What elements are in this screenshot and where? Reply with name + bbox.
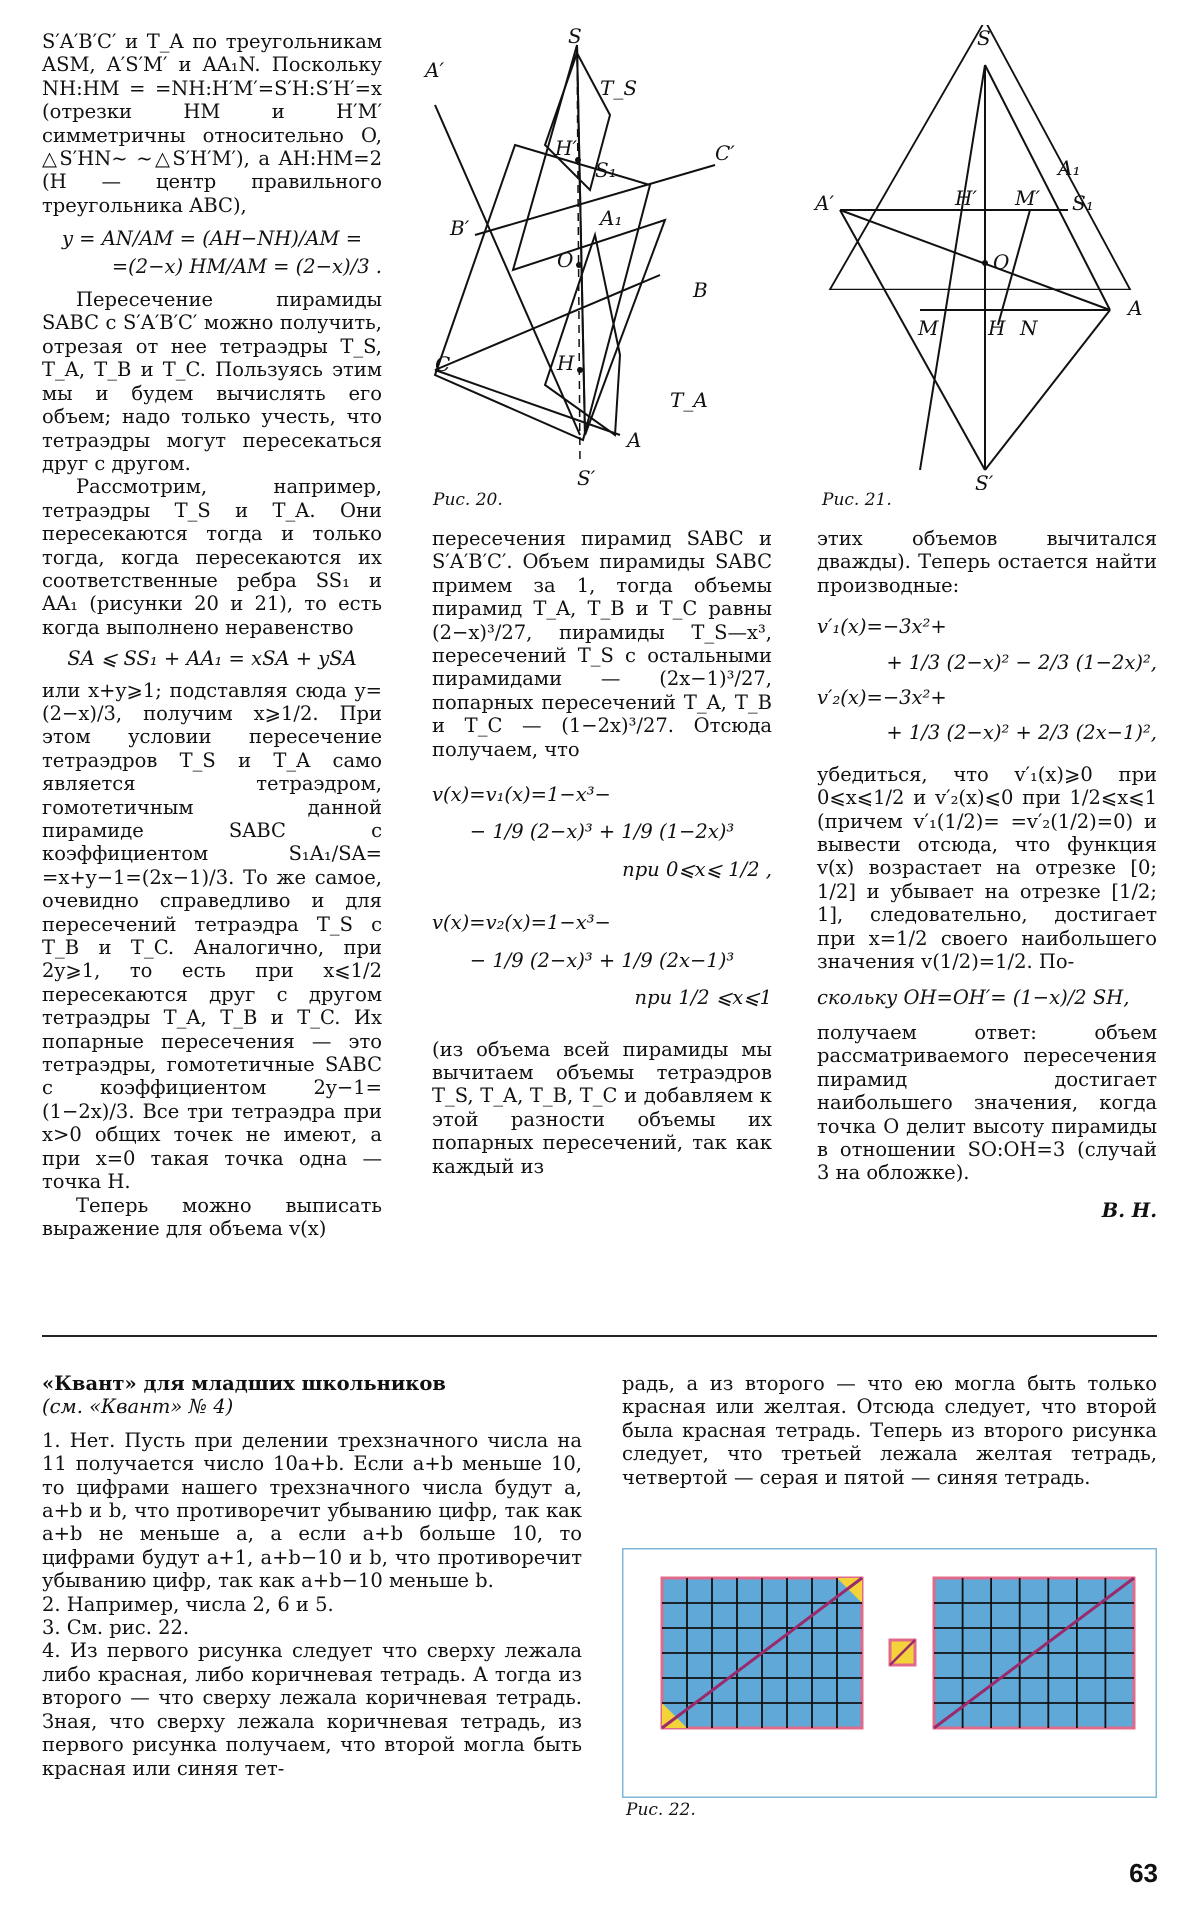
col1-equation-1: y = AN/AM = (AH−NH)/AM = xyxy=(61,227,363,251)
fig20-label-o: O xyxy=(557,248,574,272)
col1-paragraph-3: Рассмотрим, например, тетраэдры T_S и T_A. Они пересекаются тогда и только тогда, когда пересекаются их соответственные ребра SS₁ и AA₁ (рисунки 20 и 21), то есть когда выполнено неравенство xyxy=(42,475,382,639)
bottom-left-column xyxy=(42,1372,582,1780)
figure-21-caption: Рис. 21. xyxy=(822,490,892,510)
col2-equation-1c: при 0⩽x⩽ 1/2 , xyxy=(622,857,772,881)
section-subtitle: (см. «Квант» № 4) xyxy=(42,1395,234,1419)
col1-paragraph-5: Теперь можно выписать выражение для объема v(x) xyxy=(42,1193,382,1240)
page-number: 63 xyxy=(1129,1858,1158,1888)
figure-22 xyxy=(622,1548,1157,1798)
col3-equation-1b: + 1/3 (2−x)² − 2/3 (1−2x)², xyxy=(886,650,1157,674)
section-title: «Квант» для младших школьников xyxy=(42,1372,446,1395)
fig20-label-b-prime: B′ xyxy=(450,216,470,240)
answer-4-continued: радь, а из второго — что ею могла быть только красная или желтая. Отсюда следует, что второй была красная тетрадь. Теперь из второго рисунка следует, что третьей лежала желтая тетрадь, четвертой — серая и пятой — синяя тетрадь. xyxy=(622,1372,1157,1489)
fig21-edge-ap-a xyxy=(840,210,1110,310)
col3-equation-2a: v′₂(x)=−3x²+ xyxy=(817,686,947,710)
fig20-label-s: S xyxy=(568,25,582,48)
fig20-label-ta: T_A xyxy=(670,388,708,412)
fig21-label-a-prime: A′ xyxy=(815,191,834,215)
fig21-label-o: O xyxy=(993,250,1010,274)
fig20-label-a-prime: A′ xyxy=(425,58,444,82)
signature: В. Н. xyxy=(1101,1198,1157,1222)
fig21-label-h: H xyxy=(988,316,1006,340)
fig21-label-a1: A₁ xyxy=(1058,156,1081,180)
col2-equation-2c: при 1/2 ⩽x⩽1 xyxy=(634,986,772,1010)
fig21-label-m-prime: M′ xyxy=(1015,186,1041,210)
col1-paragraph-2: Пересечение пирамиды SABC с S′A′B′C′ можно получить, отрезая от нее тетраэдры T_S, T_A, T_B и T_C. Пользуясь этим мы и будем вычислять его объем; надо только учесть, что тетраэдры могут пересекаться друг с другом. xyxy=(42,288,382,475)
col1-equation-3: SA ⩽ SS₁ + AA₁ = xSA + ySA xyxy=(67,647,357,671)
fig21-point-o xyxy=(982,260,988,266)
fig21-edge-ap-sp xyxy=(840,210,985,470)
bottom-right-column xyxy=(622,1372,1157,1489)
column-3 xyxy=(817,527,1157,1222)
fig20-pyramid-sabc xyxy=(513,45,665,435)
figure-22-caption: Рис. 22. xyxy=(626,1800,696,1820)
fig21-label-h-prime: H′ xyxy=(955,186,977,210)
fig20-label-a: A xyxy=(627,428,642,452)
fig20-label-h-prime: H′ xyxy=(555,136,577,160)
fig21-label-s1: S₁ xyxy=(1072,191,1094,215)
answer-2: 2. Например, числа 2, 6 и 5. xyxy=(42,1592,334,1616)
answer-3: 3. См. рис. 22. xyxy=(42,1616,190,1640)
col2-equation-1b: − 1/9 (2−x)³ + 1/9 (1−2x)³ xyxy=(469,820,735,844)
fig21-label-s-prime: S′ xyxy=(975,471,994,490)
fig21-edge-s-sp-left xyxy=(920,65,985,470)
fig20-edge-s-c xyxy=(577,45,585,435)
fig20-point-o xyxy=(576,262,582,268)
figure-21 xyxy=(810,25,1165,490)
col3-paragraph-2: убедиться, что v′₁(x)⩾0 при 0⩽x⩽1/2 и v′₂(x)⩽0 при 1/2⩽x⩽1 (причем v′₁(1/2)= =v′₂(1/2)=0) и вывести отсюда, что функция v(x) возрастает на отрезке [0; 1/2] и убывает на отрезке [1/2; 1], следовательно, достигает при x=1/2 своего наибольшего значения v(1/2)=1/2. По- xyxy=(817,762,1157,974)
col1-paragraph-1: S′A′B′C′ и T_A по треугольникам ASM, A′S′M′ и AA₁N. Поскольку NH:HM = =NH:H′M′=S′H:S′H′=x (отрезки HM и H′M′ симметричны относительно O, △S′HN~ ~△S′H′M′), а AH:HM=2 (H — центр правильного треугольника ABC), xyxy=(42,30,382,217)
col2-equation-2b: − 1/9 (2−x)³ + 1/9 (2x−1)³ xyxy=(469,948,735,972)
fig22-right-grid xyxy=(934,1578,1134,1728)
col2-equation-2a: v(x)=v₂(x)=1−x³− xyxy=(432,911,611,935)
fig21-label-n: N xyxy=(1020,316,1038,340)
col3-paragraph-3: получаем ответ: объем рассматриваемого пересечения пирамид достигает наибольшего значения, когда точка O делит высоту пирамиды в отношении SO:OH=3 (случай 3 на обложке). xyxy=(817,1020,1157,1185)
fig20-label-s-prime: S′ xyxy=(577,466,596,490)
fig20-point-h xyxy=(577,367,583,373)
section-divider xyxy=(42,1335,1157,1337)
fig21-label-m: M xyxy=(918,316,939,340)
col1-equation-2: =(2−x) HM/AM = (2−x)/3 . xyxy=(111,254,382,278)
fig20-label-a1: A₁ xyxy=(600,206,623,230)
fig21-label-s: S xyxy=(977,26,991,50)
col1-paragraph-4: или x+y⩾1; подставляя сюда y=(2−x)/3, получим x⩾1/2. При этом условии пересечение тетраэдров T_S и T_A само является тетраэдром, гомотетичным данной пирамиде SABC с коэффициентом S₁A₁/SA= =x+y−1=(2x−1)/3. То же самое, очевидно справедливо и для пересечений тетраэдра T_S с T_B и T_C. Аналогично, при 2y⩾1, то есть при x⩽1/2 пересекаются друг с другом тетраэдры T_A, T_B и T_C. Их попарные пересечения — это тетраэдры, гомотетичные SABC с коэффициентом 2y−1=(1−2x)/3. Все три тетраэдра при x>0 общих точек не имеют, а при x=0 такая точка одна — точка H. xyxy=(42,678,382,1194)
fig20-label-h: H xyxy=(557,351,575,375)
col2-equation-1a: v(x)=v₁(x)=1−x³− xyxy=(432,783,611,807)
fig20-label-ts: T_S xyxy=(600,76,638,100)
col3-equation-3: скольку OH=OH′= (1−x)/2 SH, xyxy=(817,985,1130,1009)
fig22-small-square xyxy=(890,1640,915,1665)
col2-paragraph-2: (из объема всей пирамиды мы вычитаем объемы тетраэдров T_S, T_A, T_B, T_C и добавляем к этой разности объемы их попарных пересечений, так как каждый из xyxy=(432,1037,772,1178)
answer-1: 1. Нет. Пусть при делении трехзначного числа на 11 получается число 10a+b. Если a+b меньше 10, то цифрами нашего трехзначного числа будут a, a+b и b, что противоречит убыванию цифр, так как a+b не меньше a, а если a+b больше 10, то цифрами будут a+1, a+b−10 и b, что противоречит убыванию цифр, так как a+b−10 меньше b. xyxy=(42,1428,582,1593)
fig21-label-a: A xyxy=(1128,296,1143,320)
column-1 xyxy=(42,30,382,1240)
column-2 xyxy=(432,527,772,1178)
figure-20 xyxy=(405,25,750,490)
col3-paragraph-1: этих объемов вычитался дважды). Теперь остается найти производные: xyxy=(817,527,1157,597)
col2-paragraph-1: пересечения пирамид SABC и S′A′B′C′. Объем пирамиды SABC примем за 1, тогда объемы пирамид T_A, T_B и T_C равны (2−x)³/27, пирамиды T_S—x³, пересечений T_S с остальными пирамидами — (2x−1)³/27, попарных пересечений T_A, T_B и T_C — (1−2x)³/27. Отсюда получаем, что xyxy=(432,527,772,761)
col3-equation-2b: + 1/3 (2−x)² + 2/3 (2x−1)², xyxy=(886,721,1157,745)
fig20-label-s1: S₁ xyxy=(595,158,617,182)
fig20-label-c: C xyxy=(435,352,451,376)
answer-4: 4. Из первого рисунка следует что сверху лежала либо красная, либо коричневая тетрадь. А тогда из второго — что сверху лежала коричневая тетрадь. Зная, что сверху лежала коричневая тетрадь, из первого рисунка получаем, что второй могла быть красная или синяя тет- xyxy=(42,1639,582,1780)
fig22-left-grid xyxy=(662,1578,862,1728)
figure-20-caption: Рис. 20. xyxy=(433,490,503,510)
fig20-label-b: B xyxy=(693,278,708,302)
fig21-triangle-s xyxy=(830,25,1130,289)
fig20-label-c-prime: C′ xyxy=(715,141,735,165)
col3-equation-1a: v′₁(x)=−3x²+ xyxy=(817,615,947,639)
